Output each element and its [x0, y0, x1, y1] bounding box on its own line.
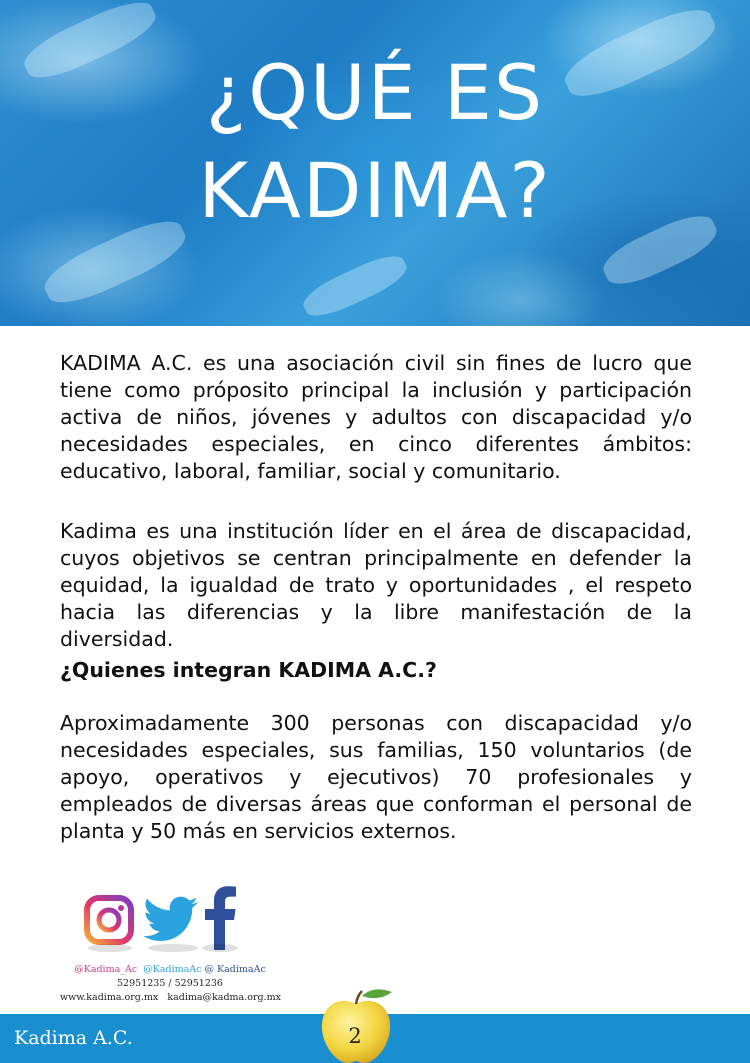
- paint-stroke: [298, 248, 411, 323]
- footer-org-name: Kadima A.C.: [14, 1027, 133, 1049]
- website-link[interactable]: www.kadima.org.mx: [60, 992, 159, 1003]
- page-title: [0, 44, 750, 240]
- mission-paragraph: Kadima es una institución líder en el área de discapacidad, cuyos objetivos se centran principalmente en defender la equidad, la igualdad de trato y oportunidades , el respeto hacia las diferencias y la libre manifestación de la diversidad.: [60, 519, 692, 651]
- members-paragraph: Aproximadamente 300 personas con discapacidad y/o necesidades especiales, sus familias, 150 voluntarios (de apoyo, operativos y ejecutivos) 70 profesionales y empleados de diversas áreas que conforman el personal de planta y 50 más en servicios externos.: [60, 711, 692, 843]
- twitter-handle[interactable]: @KadimaAc: [143, 964, 202, 975]
- twitter-icon[interactable]: [142, 896, 200, 944]
- title-line-2: KADIMA?: [198, 146, 552, 235]
- hero-banner: [0, 0, 750, 326]
- email-link[interactable]: kadima@kadma.org.mx: [167, 992, 281, 1003]
- icon-shadow: [148, 944, 198, 952]
- facebook-icon[interactable]: [200, 884, 238, 950]
- icon-shadow: [88, 944, 132, 952]
- facebook-handle[interactable]: @ KadimaAc: [204, 964, 266, 975]
- intro-paragraph: KADIMA A.C. es una asociación civil sin fines de lucro que tiene como próposito principal la inclusión y participación activa de niños, jóvenes y adultos con discapacidad y/o necesidades especiales, en cinco diferentes ámbitos: educativo, laboral, familiar, social y comunitario.: [60, 351, 692, 483]
- instagram-icon[interactable]: [84, 894, 134, 946]
- page-number: 2: [348, 1024, 362, 1048]
- instagram-handle[interactable]: @Kadima_Ac: [74, 964, 138, 975]
- section-heading: ¿Quienes integran KADIMA A.C.?: [60, 658, 437, 682]
- social-block: [60, 880, 280, 1005]
- title-line-1: ¿QUÉ ES: [205, 48, 545, 137]
- phone-numbers: 52951235 / 52951236: [117, 978, 223, 989]
- social-handles: [60, 964, 280, 976]
- contact-links: [60, 992, 280, 1004]
- icon-shadow: [202, 944, 238, 952]
